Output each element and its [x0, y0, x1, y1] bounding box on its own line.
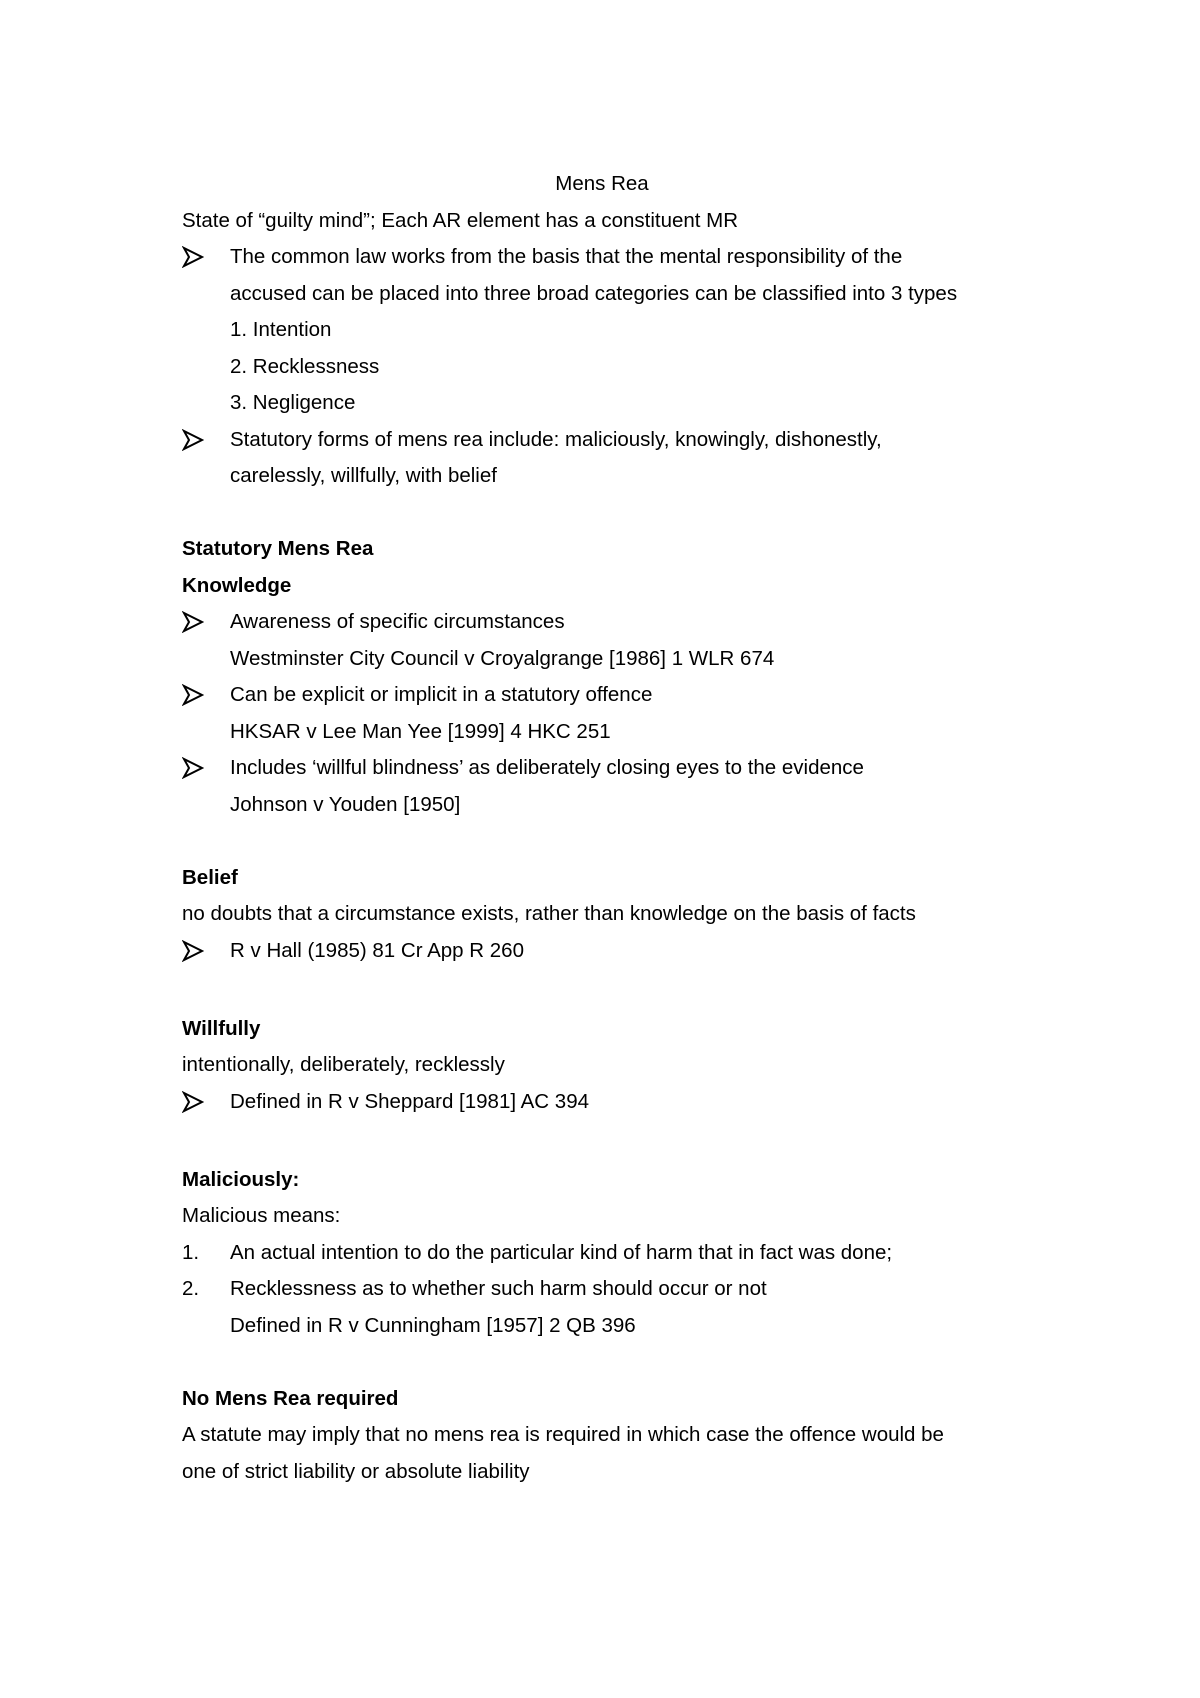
arrow-bullet-icon [182, 1091, 204, 1113]
item-number: 1. [182, 1240, 200, 1264]
section-heading-knowledge: Knowledge [182, 573, 292, 597]
maliciously-definition: Malicious means: [182, 1204, 341, 1227]
type-item: 1. Intention [230, 318, 332, 341]
list-item [182, 1084, 1042, 1126]
list-item [182, 604, 1042, 677]
bullet-line: Includes ‘willful blindness’ as deliberately closing eyes to the evidence [230, 756, 864, 779]
no-mens-rea-text: A statute may imply that no mens rea is required in which case the offence would be [182, 1423, 944, 1446]
list-item [182, 677, 1042, 750]
numbered-item [182, 1235, 1042, 1272]
case-citation: Defined in R v Sheppard [1981] AC 394 [230, 1089, 589, 1113]
arrow-bullet-icon [182, 684, 204, 706]
bullet-line: carelessly, willfully, with belief [230, 464, 497, 487]
bullet-line: accused can be placed into three broad categories can be classified into 3 types [230, 281, 958, 305]
item-number: 2. [182, 1277, 200, 1300]
arrow-bullet-icon [182, 940, 204, 962]
document-title: Mens Rea [555, 172, 649, 195]
bullet-line: Awareness of specific circumstances [230, 610, 565, 633]
section-heading-no-mens-rea: No Mens Rea required [182, 1386, 399, 1410]
arrow-bullet-icon [182, 757, 204, 779]
list-item [182, 750, 1042, 823]
list-item [182, 239, 1042, 312]
section-heading-maliciously: Maliciously: [182, 1167, 300, 1191]
numbered-item-text: Recklessness as to whether such harm should occur or not [230, 1277, 767, 1300]
intro-text: State of “guilty mind”; Each AR element has a constituent MR [182, 208, 739, 232]
type-item: 3. Negligence [230, 391, 356, 414]
type-item: 2. Recklessness [230, 354, 380, 378]
list-item [182, 422, 1042, 495]
list-item [182, 933, 1042, 975]
case-citation: Westminster City Council v Croyalgrange [1986] 1 WLR 674 [230, 646, 775, 670]
bullet-line: Can be explicit or implicit in a statutory offence [230, 683, 653, 706]
section-heading-willfully: Willfully [182, 1016, 261, 1040]
bullet-line: The common law works from the basis that the mental responsibility of the [230, 245, 903, 268]
section-heading-statutory: Statutory Mens Rea [182, 537, 374, 560]
arrow-bullet-icon [182, 246, 204, 268]
arrow-bullet-icon [182, 611, 204, 633]
case-citation: Johnson v Youden [1950] [230, 792, 461, 816]
section-heading-belief: Belief [182, 865, 238, 889]
numbered-item-text: An actual intention to do the particular kind of harm that in fact was done; [230, 1240, 893, 1264]
arrow-bullet-icon [182, 429, 204, 451]
case-citation: R v Hall (1985) 81 Cr App R 260 [230, 938, 524, 962]
no-mens-rea-text: one of strict liability or absolute liability [182, 1459, 530, 1483]
willfully-definition: intentionally, deliberately, recklessly [182, 1053, 505, 1076]
belief-definition: no doubts that a circumstance exists, rather than knowledge on the basis of facts [182, 902, 916, 925]
case-citation: HKSAR v Lee Man Yee [1999] 4 HKC 251 [230, 719, 611, 743]
document-content [182, 166, 1042, 1490]
case-citation: Defined in R v Cunningham [1957] 2 QB 396 [230, 1313, 636, 1337]
numbered-item [182, 1271, 1042, 1344]
bullet-line: Statutory forms of mens rea include: maliciously, knowingly, dishonestly, [230, 427, 882, 451]
